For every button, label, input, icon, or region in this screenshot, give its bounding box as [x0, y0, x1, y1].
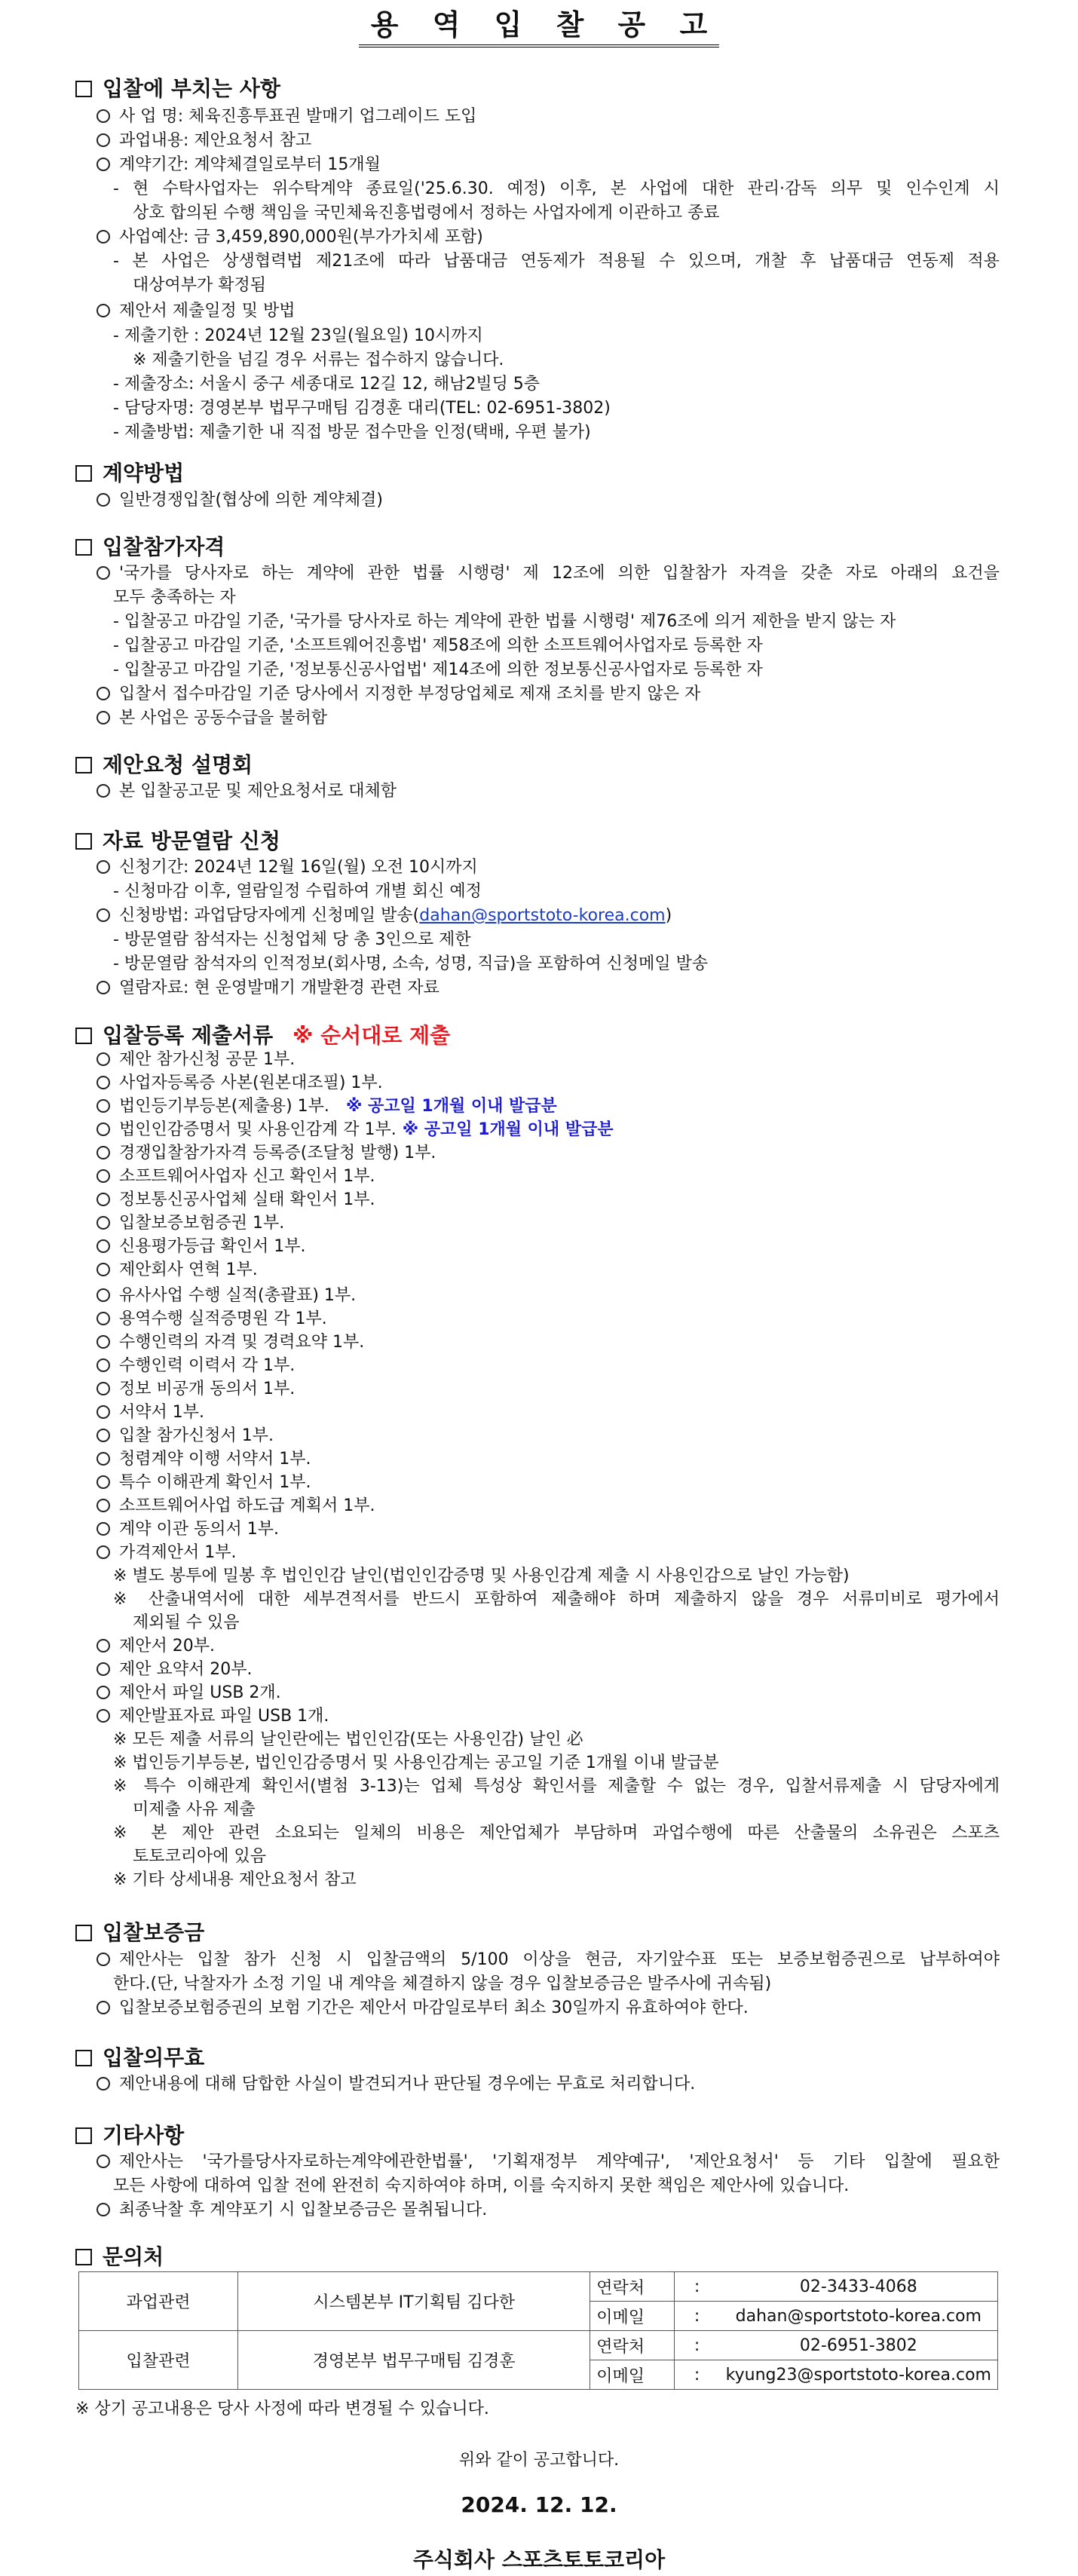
document-item: 제안회사 연혁 1부.: [96, 1258, 258, 1282]
bond-validity: 입찰보증보험증권의 보험 기간은 제안서 마감일로부터 최소 30일까지 유효하여야 한다.: [96, 1996, 749, 2020]
circle-bullet-icon: [96, 1052, 110, 1066]
circle-bullet-icon: [96, 133, 110, 147]
circle-bullet-icon: [96, 1709, 110, 1723]
document-item: 경쟁입찰참가자격 등록증(조달청 발행) 1부.: [96, 1141, 436, 1165]
qualification-req-2: - 입찰공고 마감일 기준, '소프트웨어진흥법' 제58조에 의한 소프트웨어사업자로 등록한 자: [113, 636, 763, 655]
colon: :: [674, 2331, 720, 2360]
contract-period: 계약기간: 계약체결일로부터 15개월: [96, 153, 381, 177]
checkbox-square-icon: [75, 539, 92, 556]
submission-schedule: 제안서 제출일정 및 방법: [96, 299, 296, 323]
checkbox-square-icon: [75, 81, 92, 97]
checkbox-square-icon: [75, 2127, 92, 2144]
section-heading-briefing: 제안요청 설명회: [75, 749, 253, 779]
submission-note-cont: 토토코리아에 있음: [133, 1847, 267, 1866]
document-item: 수행인력 이력서 각 1부.: [96, 1354, 295, 1378]
contact-phone: 02-3433-4068: [720, 2272, 998, 2302]
circle-bullet-icon: [96, 1335, 110, 1349]
qualification-main: '국가를 당사자로 하는 계약에 관한 법률 시행령' 제 12조에 의한 입찰참가 자격을 갖춘 자로 아래의 요건을: [96, 562, 1000, 586]
phone-label: 연락처: [590, 2331, 674, 2360]
checkbox-square-icon: [75, 1925, 92, 1941]
submission-note: ※ 법인등기부등본, 법인인감증명서 및 사용인감계는 공고일 기준 1개월 이내 발급분: [113, 1754, 719, 1772]
request-period: 신청기간: 2024년 12월 16일(월) 오전 10시까지: [96, 856, 478, 880]
section-heading-bid-items: 입찰에 부치는 사항: [75, 72, 280, 103]
qualification-joint: 본 사업은 공동수급을 불허함: [96, 706, 327, 731]
circle-bullet-icon: [96, 1499, 110, 1512]
document-item: 정보 비공개 동의서 1부.: [96, 1377, 295, 1401]
circle-bullet-icon: [96, 1123, 110, 1136]
circle-bullet-icon: [96, 1382, 110, 1395]
section-heading-other: 기타사항: [75, 2119, 184, 2149]
circle-bullet-icon: [96, 1076, 110, 1089]
document-item: 제안 참가신청 공문 1부.: [96, 1048, 295, 1072]
document-item: 입찰보증보험증권 1부.: [96, 1211, 284, 1236]
section-heading-bid-bond: 입찰보증금: [75, 1916, 204, 1947]
document-item: 신용평가등급 확인서 1부.: [96, 1235, 306, 1259]
circle-bullet-icon: [96, 1452, 110, 1466]
briefing-replacement: 본 입찰공고문 및 제안요청서로 대체함: [96, 780, 397, 804]
section-heading-qualification: 입찰참가자격: [75, 531, 225, 561]
circle-bullet-icon: [96, 1662, 110, 1676]
submission-deadline: - 제출기한 : 2024년 12월 23일(월요일) 10시까지: [113, 326, 483, 345]
bid-bond-rule: 제안사는 입찰 참가 신청 시 입찰금액의 5/100 이상을 현금, 자기앞수표 또는 보증보험증권으로 납부하여야: [96, 1948, 1000, 1972]
table-row: [79, 2331, 998, 2360]
qualification-sanction: 입찰서 접수마감일 기준 당사에서 지정한 부정당업체로 제재 조치를 받지 않은 자: [96, 682, 700, 706]
document-item: 소프트웨어사업자 신고 확인서 1부.: [96, 1165, 375, 1189]
viewing-material: 열람자료: 현 운영발매기 개발환경 관련 자료: [96, 976, 439, 1000]
circle-bullet-icon: [96, 981, 110, 994]
circle-bullet-icon: [96, 1239, 110, 1253]
circle-bullet-icon: [96, 2001, 110, 2014]
submission-note: ※ 기타 상세내용 제안요청서 참고: [113, 1870, 357, 1889]
circle-bullet-icon: [96, 1686, 110, 1699]
section-heading-invalid-bid: 입찰의무효: [75, 2042, 204, 2072]
email-label: 이메일: [590, 2360, 674, 2390]
contact-category: 입찰관련: [79, 2331, 238, 2390]
budget-note: - 본 사업은 상생협력법 제21조에 따라 납품대금 연동제가 적용될 수 있으며, 개찰 후 납품대금 연동제 적용: [113, 252, 1000, 271]
budget-note-cont: 대상여부가 확정됨: [133, 276, 267, 295]
colon: :: [674, 2272, 720, 2302]
circle-bullet-icon: [96, 1099, 110, 1113]
contact-person: 시스템본부 IT기획팀 김다한: [238, 2272, 590, 2331]
visit-limit: - 방문열람 참석자는 신청업체 당 총 3인으로 제한: [113, 930, 471, 949]
bid-bond-rule-cont: 한다.(단, 낙찰자가 소정 기일 내 계약을 체결하지 않을 경우 입찰보증금은 발주사에 귀속됨): [113, 1974, 772, 1993]
submission-note: ※ 본 제안 관련 소요되는 일체의 비용은 제안업체가 부담하며 과업수행에 따른 산출물의 소유권은 스포츠: [113, 1824, 1000, 1842]
circle-bullet-icon: [96, 1358, 110, 1372]
submission-note: ※ 특수 이해관계 확인서(별첨 3-13)는 업체 특성상 확인서를 제출할 수 없는 경우, 입찰서류제출 시 담당자에게: [113, 1777, 1000, 1796]
circle-bullet-icon: [96, 1522, 110, 1536]
issue-date-note: ※ 공고일 1개월 이내 발급분: [345, 1097, 557, 1116]
document-item: 서약서 1부.: [96, 1401, 204, 1425]
circle-bullet-icon: [96, 687, 110, 700]
request-period-note: - 신청마감 이후, 열람일정 수립하여 개별 회신 예정: [113, 882, 482, 901]
email-label: 이메일: [590, 2302, 674, 2331]
table-row: [79, 2272, 998, 2302]
circle-bullet-icon: [96, 1216, 110, 1230]
qualification-req-3: - 입찰공고 마감일 기준, '정보통신공사업법' 제14조에 의한 정보통신공사업자로 등록한 자: [113, 660, 763, 679]
document-item: 용역수행 실적증명원 각 1부.: [96, 1307, 327, 1331]
announcement-date: 2024. 12. 12.: [461, 2492, 617, 2517]
circle-bullet-icon: [96, 566, 110, 580]
forfeit-rule: 최종낙찰 후 계약포기 시 입찰보증금은 몰취됩니다.: [96, 2198, 487, 2222]
checkbox-square-icon: [75, 465, 92, 482]
document-item: 유사사업 수행 실적(총괄표) 1부.: [96, 1284, 356, 1308]
circle-bullet-icon: [96, 1169, 110, 1183]
circle-bullet-icon: [96, 711, 110, 724]
circle-bullet-icon: [96, 2155, 110, 2168]
circle-bullet-icon: [96, 2203, 110, 2216]
project-budget: 사업예산: 금 3,459,890,000원(부가가치세 포함): [96, 225, 483, 250]
section-heading-contract-method: 계약방법: [75, 457, 184, 487]
circle-bullet-icon: [96, 230, 110, 244]
circle-bullet-icon: [96, 109, 110, 123]
circle-bullet-icon: [96, 1193, 110, 1206]
document-item: 법인인감증명서 및 사용인감계 각 1부. ※ 공고일 1개월 이내 발급분: [96, 1118, 614, 1142]
document-item: 소프트웨어사업 하도급 계획서 1부.: [96, 1494, 375, 1518]
circle-bullet-icon: [96, 304, 110, 317]
colon: :: [674, 2360, 720, 2390]
contact-phone: 02-6951-3802: [720, 2331, 998, 2360]
circle-bullet-icon: [96, 860, 110, 874]
contract-note: - 현 수탁사업자는 위수탁계약 종료일('25.6.30. 예정) 이후, 본 사업에 대한 관리·감독 의무 및 인수인계 시: [113, 179, 1000, 198]
circle-bullet-icon: [96, 1545, 110, 1559]
price-proposal-note: ※ 별도 봉투에 밀봉 후 법인인감 날인(법인인감증명 및 사용인감계 제출 시 사용인감으로 날인 가능함): [113, 1567, 850, 1585]
page-title: 용 역 입 찰 공 고: [0, 2, 1078, 47]
contract-note-cont: 상호 합의된 수행 책임을 국민체육진흥법령에서 정하는 사업자에게 이관하고 종료: [133, 204, 720, 222]
circle-bullet-icon: [96, 1288, 110, 1302]
contact-person: 경영본부 법무구매팀 김경훈: [238, 2331, 590, 2390]
checkbox-square-icon: [75, 833, 92, 850]
other-rule-cont: 모든 사항에 대하여 입찰 전에 완전히 숙지하여야 하며, 이를 숙지하지 못한 책임은 제안사에 있습니다.: [113, 2176, 850, 2195]
price-proposal-note: ※ 산출내역서에 대한 세부견적서를 반드시 포함하여 제출해야 하며 제출하지 않을 경우 서류미비로 평가에서: [113, 1590, 1000, 1609]
colon: :: [674, 2302, 720, 2331]
circle-bullet-icon: [96, 493, 110, 507]
document-item: 수행인력의 자격 및 경력요약 1부.: [96, 1331, 364, 1355]
circle-bullet-icon: [96, 784, 110, 798]
request-method: 신청방법: 과업담당자에게 신청메일 발송(dahan@sportstoto-korea.com): [96, 904, 672, 928]
change-notice: ※ 상기 공고내용은 당사 사정에 따라 변경될 수 있습니다.: [75, 2400, 489, 2418]
circle-bullet-icon: [96, 2077, 110, 2091]
submission-location: - 제출장소: 서울시 중구 세종대로 12길 12, 해남2빌딩 5층: [113, 375, 541, 394]
submission-note: ※ 모든 제출 서류의 날인란에는 법인인감(또는 사용인감) 날인 必: [113, 1730, 583, 1749]
closing-statement: 위와 같이 공고합니다.: [458, 2451, 620, 2470]
contact-person: - 담당자명: 경영본부 법무구매팀 김경훈 대리(TEL: 02-6951-3802): [113, 399, 611, 418]
project-name: 사 업 명: 체육진흥투표권 발매기 업그레이드 도입: [96, 105, 476, 129]
document-item: 사업자등록증 사본(원본대조필) 1부.: [96, 1071, 383, 1095]
qualification-req-1: - 입찰공고 마감일 기준, '국가를 당사자로 하는 계약에 관한 법률 시행령' 제76조에 의거 제한을 받지 않는 자: [113, 612, 896, 631]
task-content: 과업내용: 제안요청서 참고: [96, 129, 311, 153]
circle-bullet-icon: [96, 1312, 110, 1325]
visit-info: - 방문열람 참석자의 인적정보(회사명, 소속, 성명, 직급)을 포함하여 신청메일 발송: [113, 954, 709, 973]
contact-email[interactable]: kyung23@sportstoto-korea.com: [720, 2360, 998, 2390]
phone-label: 연락처: [590, 2272, 674, 2302]
circle-bullet-icon: [96, 1429, 110, 1442]
qualification-main-cont: 모두 충족하는 자: [113, 588, 236, 607]
contact-category: 과업관련: [79, 2272, 238, 2331]
document-item: 입찰 참가신청서 1부.: [96, 1424, 274, 1448]
checkbox-square-icon: [75, 2249, 92, 2265]
circle-bullet-icon: [96, 1639, 110, 1652]
invalid-bid-rule: 제안내용에 대해 담합한 사실이 발견되거나 판단될 경우에는 무효로 처리합니다.: [96, 2072, 695, 2097]
checkbox-square-icon: [75, 1028, 92, 1044]
checkbox-square-icon: [75, 757, 92, 773]
circle-bullet-icon: [96, 1405, 110, 1419]
section-heading-visit-request: 자료 방문열람 신청: [75, 825, 280, 855]
deadline-warning: ※ 제출기한을 넘길 경우 서류는 접수하지 않습니다.: [133, 351, 504, 369]
document-item: 계약 이관 동의서 1부.: [96, 1518, 279, 1542]
document-item: 법인등기부등본(제출용) 1부. ※ 공고일 1개월 이내 발급분: [96, 1095, 557, 1119]
other-rule: 제안사는 '국가를당사자로하는계약에관한법률', '기획재정부 계약예규', '제안요청서' 등 기타 입찰에 필요한: [96, 2150, 1000, 2174]
price-proposal-note-cont: 제외될 수 있음: [133, 1613, 240, 1632]
circle-bullet-icon: [96, 158, 110, 171]
document-item: 정보통신공사업체 실태 확인서 1부.: [96, 1188, 375, 1212]
document-item: 특수 이해관계 확인서 1부.: [96, 1471, 311, 1495]
contact-email[interactable]: dahan@sportstoto-korea.com: [720, 2302, 998, 2331]
circle-bullet-icon: [96, 1475, 110, 1489]
request-email-link[interactable]: dahan@sportstoto-korea.com: [419, 906, 666, 925]
document-item: 가격제안서 1부.: [96, 1541, 237, 1565]
checkbox-square-icon: [75, 2050, 92, 2066]
document-item: 제안발표자료 파일 USB 1개.: [96, 1705, 329, 1729]
company-name: 주식회사 스포츠토토코리아: [412, 2547, 666, 2572]
submission-method: - 제출방법: 제출기한 내 직접 방문 접수만을 인정(택배, 우편 불가): [113, 423, 591, 442]
circle-bullet-icon: [96, 1263, 110, 1276]
circle-bullet-icon: [96, 1953, 110, 1966]
section-heading-inquiry: 문의처: [75, 2241, 164, 2271]
document-item: 제안서 파일 USB 2개.: [96, 1681, 281, 1705]
contract-method: 일반경쟁입찰(협상에 의한 계약체결): [96, 489, 383, 513]
section-heading-documents: 입찰등록 제출서류 ※ 순서대로 제출: [75, 1019, 450, 1049]
submission-note-cont: 미제출 사유 제출: [133, 1800, 256, 1819]
issue-date-note: ※ 공고일 1개월 이내 발급분: [402, 1120, 614, 1139]
order-note: ※ 순서대로 제출: [292, 1023, 451, 1048]
document-item: 청렴계약 이행 서약서 1부.: [96, 1447, 311, 1472]
circle-bullet-icon: [96, 908, 110, 922]
circle-bullet-icon: [96, 1146, 110, 1159]
document-item: 제안 요약서 20부.: [96, 1658, 253, 1682]
document-item: 제안서 20부.: [96, 1634, 215, 1659]
contact-table: [78, 2271, 998, 2390]
